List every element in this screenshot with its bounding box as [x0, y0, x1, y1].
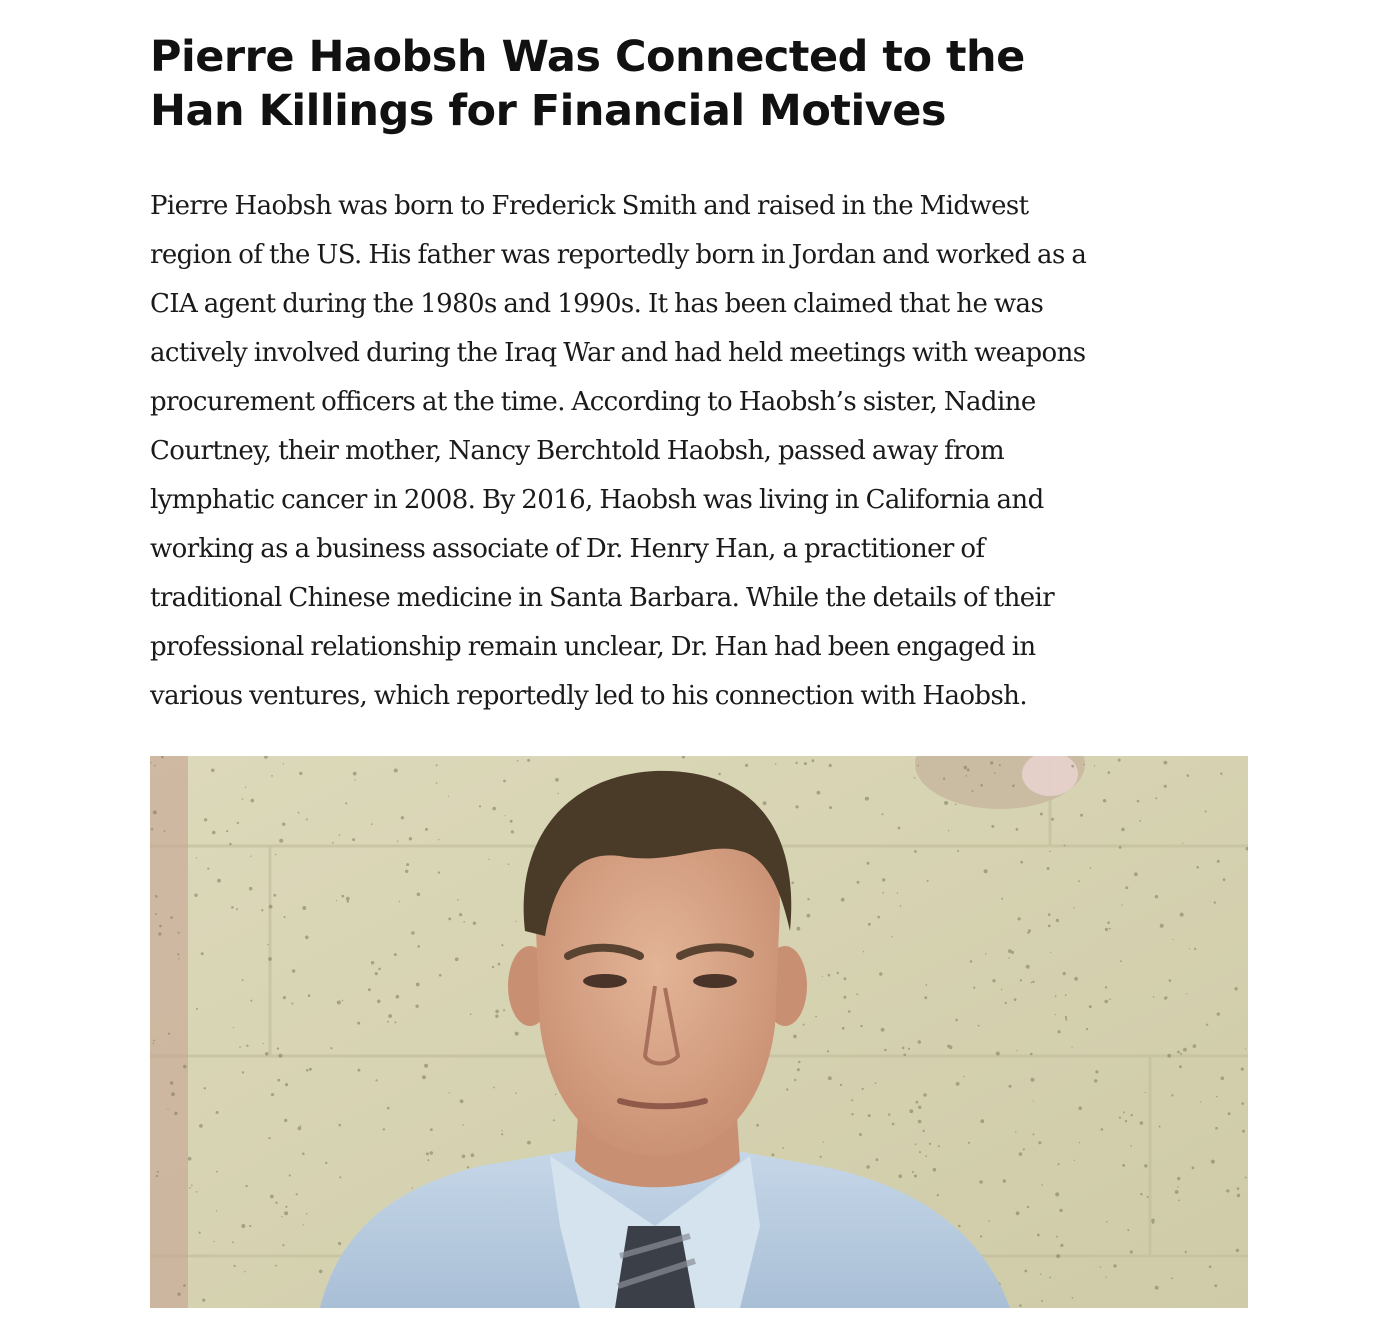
body-line: working as a business associate of Dr. Henry Han, a practitioner of	[150, 534, 985, 564]
left-pillar	[150, 756, 188, 1308]
article-photo	[150, 756, 1248, 1308]
headline	[150, 30, 1250, 138]
left-eye	[583, 974, 627, 988]
body-line: region of the US. His father was reportedly born in Jordan and worked as a	[150, 240, 1087, 270]
body-line: actively involved during the Iraq War and had held meetings with weapons	[150, 338, 1086, 368]
article-body	[150, 182, 1250, 721]
body-line: professional relationship remain unclear, Dr. Han had been engaged in	[150, 632, 1036, 662]
body-line: CIA agent during the 1980s and 1990s. It has been claimed that he was	[150, 289, 1044, 319]
article	[150, 30, 1250, 721]
body-line: Courtney, their mother, Nancy Berchtold Haobsh, passed away from	[150, 436, 1005, 466]
headline-line-2: Han Killings for Financial Motives	[150, 86, 946, 136]
body-line: various ventures, which reportedly led to his connection with Haobsh.	[150, 681, 1027, 711]
portrait-illustration	[150, 756, 1248, 1308]
body-line: procurement officers at the time. According to Haobsh’s sister, Nadine	[150, 387, 1036, 417]
body-line: traditional Chinese medicine in Santa Barbara. While the details of their	[150, 583, 1055, 613]
right-eye	[693, 974, 737, 988]
body-line: Pierre Haobsh was born to Frederick Smith and raised in the Midwest	[150, 191, 1029, 221]
headline-line-1: Pierre Haobsh Was Connected to the	[150, 32, 1025, 82]
body-line: lymphatic cancer in 2008. By 2016, Haobsh was living in California and	[150, 485, 1044, 515]
